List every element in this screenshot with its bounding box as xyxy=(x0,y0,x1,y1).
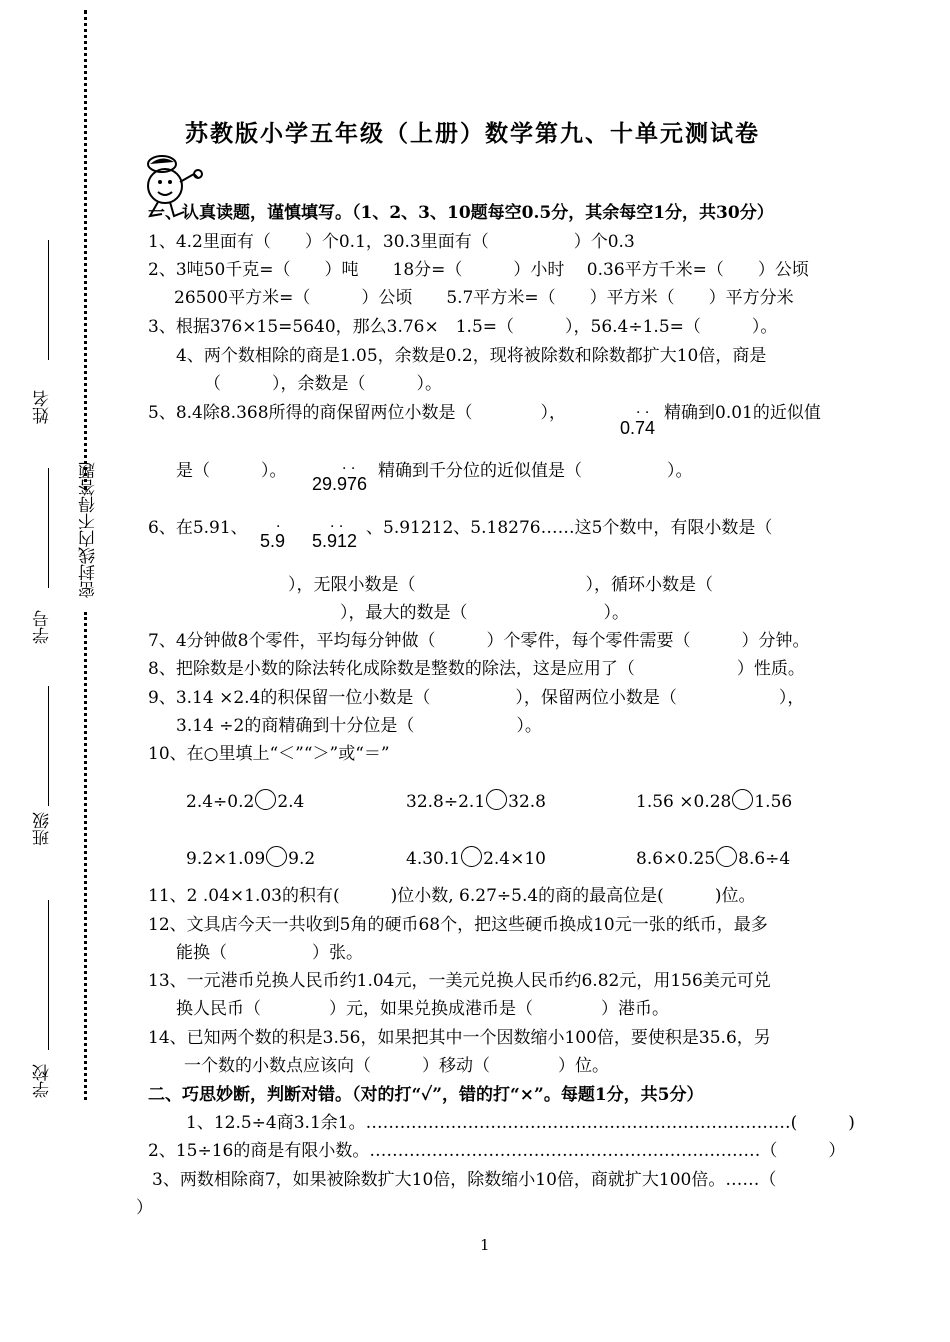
question-6-line2: ），无限小数是（ ），循环小数是（ xyxy=(288,575,713,595)
compare-item xyxy=(636,789,792,813)
recurring-number-5-9: 5.9 xyxy=(260,531,286,551)
question-3: 3、根据376×15=5640，那么3.76× 1.5=（ ），56.4÷1.5=（ ）。 xyxy=(148,317,778,337)
compare-circle[interactable] xyxy=(255,789,276,810)
name-underline xyxy=(48,240,49,360)
compare-left: 9.2×1.09 xyxy=(186,849,266,869)
recurring-number-0-74: 0.74 xyxy=(620,418,656,438)
question-2-line2: 26500平方米=（ ）公顷 5.7平方米=（ ）平方米（ ）平方分米 xyxy=(174,288,794,308)
question-5-line2-tail: 精确到千分位的近似值是（ ）。 xyxy=(378,461,693,481)
compare-left: 8.6×0.25 xyxy=(636,849,716,869)
compare-circle[interactable] xyxy=(486,789,507,810)
compare-right: 32.8 xyxy=(508,792,546,812)
compare-item xyxy=(186,789,304,813)
recurring-number-5-912: 5.912 xyxy=(312,531,358,551)
compare-item xyxy=(406,846,546,870)
question-5-line1: 5、8.4除8.368所得的商保留两位小数是（ ）， xyxy=(148,403,567,423)
compare-left: 2.4÷0.2 xyxy=(186,792,255,812)
repeat-dots: · · xyxy=(636,405,650,421)
compare-circle[interactable] xyxy=(461,846,482,867)
page-number: 1 xyxy=(480,1236,490,1254)
question-8: 8、把除数是小数的除法转化成除数是整数的除法，这是应用了（ ）性质。 xyxy=(148,659,805,679)
section2-heading: 二、巧思妙断，判断对错。（对的打“✓”，错的打“×”。每题1分，共5分） xyxy=(148,1085,704,1105)
judge-3-line1: 3、两数相除商7，如果被除数扩大10倍，除数缩小10倍，商就扩大100倍。……（ xyxy=(152,1170,777,1190)
question-11: 11、2 .04×1.03的积有( )位小数, 6.27÷5.4的商的最高位是( )位。 xyxy=(148,886,756,906)
question-2-line1: 2、3吨50千克=（ ）吨 18分=（ ）小时 0.36平方千米=（ ）公顷 xyxy=(148,260,809,280)
compare-right: 8.6÷4 xyxy=(738,849,791,869)
repeat-dots: · xyxy=(276,519,281,535)
question-6-line1-tail: 、5.91212、5.18276……这5个数中，有限小数是（ xyxy=(366,518,773,538)
question-10: 10、在○里填上“＜”“＞”或“＝” xyxy=(148,744,390,764)
compare-item xyxy=(406,789,546,813)
compare-circle[interactable] xyxy=(732,789,753,810)
question-7: 7、4分钟做8个零件，平均每分钟做（ ）个零件，每个零件需要（ ）分钟。 xyxy=(148,631,810,651)
page-title: 苏教版小学五年级（上册）数学第九、十单元测试卷 xyxy=(185,121,760,147)
question-6-line3: ），最大的数是（ ）。 xyxy=(340,603,629,623)
repeat-dots: · · xyxy=(330,519,344,535)
compare-right: 1.56 xyxy=(754,792,793,812)
question-5-line1-tail: 精确到0.01的近似值 xyxy=(664,403,821,423)
compare-left: 4.30.1 xyxy=(406,849,461,869)
class-label: 班级 xyxy=(33,812,53,846)
number-label: 学号 xyxy=(33,610,53,644)
question-12-line2: 能换（ ）张。 xyxy=(176,943,363,963)
compare-right: 9.2 xyxy=(288,849,316,869)
seal-dotted-line-bottom xyxy=(84,612,87,1100)
compare-item xyxy=(186,846,315,870)
question-13-line2: 换人民币（ ）元，如果兑换成港币是（ ）港币。 xyxy=(176,999,669,1019)
compare-circle[interactable] xyxy=(266,846,287,867)
question-5-line2: 是（ ）。 xyxy=(176,461,287,481)
number-underline xyxy=(48,468,49,588)
question-1: 1、4.2里面有（ ）个0.1，30.3里面有（ ）个0.3 xyxy=(148,232,635,252)
question-6-line1-head: 6、在5.91、 xyxy=(148,518,248,538)
question-9-line2: 3.14 ÷2的商精确到十分位是（ ）。 xyxy=(176,716,542,736)
compare-item xyxy=(636,846,790,870)
school-label: 学校 xyxy=(33,1064,53,1098)
judge-2: 2、15÷16的商是有限小数。……………………………………………………………（ ） xyxy=(148,1141,846,1161)
judge-3-line2: ） xyxy=(136,1198,153,1218)
judge-1: 1、12.5÷4商3.1余1。…………………………………………………………………( ) xyxy=(186,1113,855,1133)
question-14-line2: 一个数的小数点应该向（ ）移动（ ）位。 xyxy=(184,1056,609,1076)
compare-right: 2.4 xyxy=(277,792,305,812)
school-underline xyxy=(48,900,49,1050)
compare-left: 1.56 ×0.28 xyxy=(636,792,732,812)
section1-heading: 一、认真读题，谨慎填写。（1、2、3、10题每空0.5分，其余每空1分，共30分） xyxy=(148,203,774,223)
compare-left: 32.8÷2.1 xyxy=(406,792,486,812)
repeat-dots: · · xyxy=(342,461,356,477)
question-4-line2: （ ），余数是（ ）。 xyxy=(204,374,442,394)
class-underline xyxy=(48,686,49,806)
name-label: 姓名 xyxy=(33,390,53,424)
question-9-line1: 9、3.14 ×2.4的积保留一位小数是（ ），保留两位小数是（ ）， xyxy=(148,688,805,708)
question-13-line1: 13、一元港币兑换人民币约1.04元，一美元兑换人民币约6.82元，用156美元可兑 xyxy=(148,971,771,991)
question-4-line1: 4、两个数相除的商是1.05，余数是0.2，现将被除数和除数都扩大10倍，商是 xyxy=(176,346,767,366)
question-12-line1: 12、文具店今天一共收到5角的硬币68个，把这些硬币换成10元一张的纸币，最多 xyxy=(148,915,768,935)
recurring-number-29-976: 29.976 xyxy=(312,474,368,494)
question-14-line1: 14、已知两个数的积是3.56，如果把其中一个因数缩小100倍，要使积是35.6，另 xyxy=(148,1028,771,1048)
seal-warning-text: 密封线内不得答题 xyxy=(79,462,99,598)
compare-circle[interactable] xyxy=(716,846,737,867)
compare-right: 2.4×10 xyxy=(483,849,546,869)
seal-dotted-line-top xyxy=(84,10,87,490)
